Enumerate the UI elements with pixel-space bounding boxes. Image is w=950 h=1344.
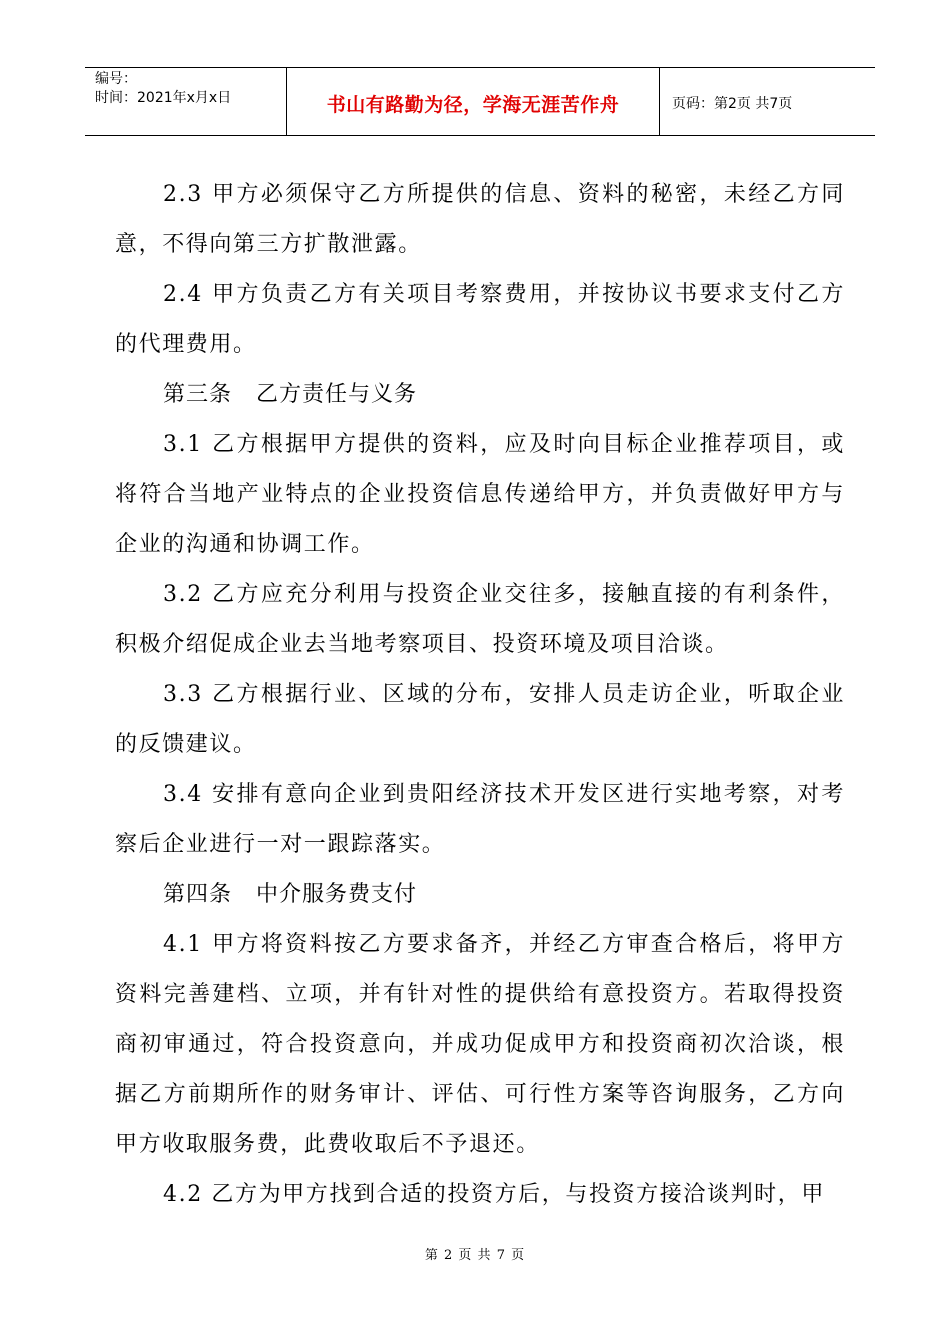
clause-3-4: 3.4 安排有意向企业到贵阳经济技术开发区进行实地考察，对考察后企业进行一对一跟踪落实。 [115, 782, 845, 857]
document-time-label: 时间：2021年x月x日 [95, 90, 232, 106]
page-header [85, 67, 875, 136]
clause-3-2: 3.2 乙方应充分利用与投资企业交往多，接触直接的有利条件，积极介绍促成企业去当地考察项目、投资环境及项目洽谈。 [115, 582, 845, 657]
section-heading-article-3: 第三条 乙方责任与义务 [163, 382, 417, 407]
document-number-label: 编号： [95, 71, 137, 87]
clause-3-3: 3.3 乙方根据行业、区域的分布，安排人员走访企业，听取企业的反馈建议。 [115, 682, 845, 757]
header-meta [85, 68, 287, 135]
clause-2-4: 2.4 甲方负责乙方有关项目考察费用，并按协议书要求支付乙方的代理费用。 [115, 282, 845, 357]
page-footer: 第 2 页 共 7 页 [424, 1248, 526, 1263]
clause-4-2: 4.2 乙方为甲方找到合适的投资方后，与投资方接洽谈判时，甲 [163, 1182, 825, 1207]
header-page-info: 页码：第2页 共7页 [672, 95, 793, 112]
clause-4-1: 4.1 甲方将资料按乙方要求备齐，并经乙方审查合格后，将甲方资料完善建档、立项，并有针对性的提供给有意投资方。若取得投资商初审通过，符合投资意向，并成功促成甲方和投资商初次洽谈，根据乙方前期所作的财务审计、评估、可行性方案等咨询服务，乙方向甲方收取服务费，此费收取后不予退还。 [115, 932, 845, 1157]
clause-2-3: 2.3 甲方必须保守乙方所提供的信息、资料的秘密，未经乙方同意，不得向第三方扩散泄露。 [115, 182, 845, 257]
clause-3-1: 3.1 乙方根据甲方提供的资料，应及时向目标企业推荐项目，或将符合当地产业特点的企业投资信息传递给甲方，并负责做好甲方与企业的沟通和协调工作。 [115, 432, 845, 557]
header-motto: 书山有路勤为径，学海无涯苦作舟 [287, 68, 660, 135]
document-body [115, 170, 845, 1220]
section-heading-article-4: 第四条 中介服务费支付 [163, 882, 417, 907]
